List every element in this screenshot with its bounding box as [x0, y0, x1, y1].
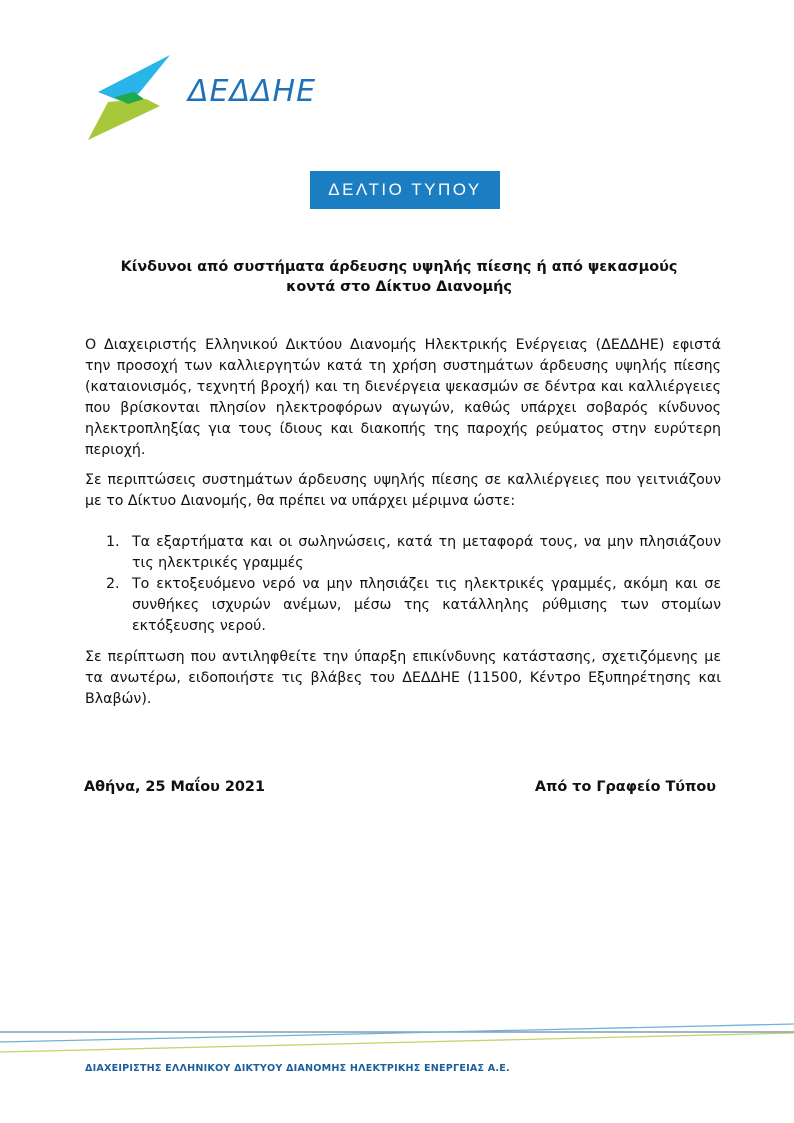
list-item-number: 1.	[106, 534, 120, 550]
paragraph-contact: Σε περίπτωση που αντιληφθείτε την ύπαρξη επικίνδυνης κατάστασης, σχετιζόμενης με τα ανωτέρω, ειδοποιήστε τις βλάβες του ΔΕΔΔΗΕ (11500, Κέντρο Εξυπηρέτησης και Βλαβών).	[85, 649, 721, 707]
page-title	[84, 257, 714, 297]
signature: Από το Γραφείο Τύπου	[534, 779, 716, 795]
logo-wordmark: ΔΕΔΔΗΕ	[188, 74, 317, 109]
footer-company-name: ΔΙΑΧΕΙΡΙΣΤΗΣ ΕΛΛΗΝΙΚΟΥ ΔΙΚΤΥΟΥ ΔΙΑΝΟΜΗΣ ΗΛΕΚΤΡΙΚΗΣ ΕΝΕΡΓΕΙΑΣ Α.Ε.	[85, 1063, 510, 1074]
footer-line-yellow	[0, 1033, 794, 1052]
list-item-number: 2.	[106, 576, 120, 592]
list-item-text: Τα εξαρτήματα και οι σωληνώσεις, κατά τη μεταφορά τους, να μην πλησιάζουν τις ηλεκτρικές γραμμές	[132, 534, 721, 571]
list-item-text: Το εκτοξευόμενο νερό να μην πλησιάζει τις ηλεκτρικές γραμμές, ακόμη και σε συνθήκες ισχυρών ανέμων, μέσω της κατάλληλης ρύθμισης των στομίων εκτόξευσης νερού.	[132, 576, 721, 634]
footer-decorative-lines	[0, 1018, 794, 1058]
title-line-2: κοντά στο Δίκτυο Διανομής	[286, 279, 512, 295]
footer-line-blue	[0, 1024, 794, 1042]
paragraph-intro: Ο Διαχειριστής Ελληνικού Δικτύου Διανομής Ηλεκτρικής Ενέργειας (ΔΕΔΔΗΕ) εφιστά την προσοχή των καλλιεργητών κατά τη χρήση συστημάτων άρδευσης υψηλής πίεσης (καταιονισμός, τεχνητή βροχή) και τη διενέργεια ψεκασμών σε δέντρα και καλλιέργειες που βρίσκονται πλησίον ηλεκτροφόρων αγωγών, καθώς υπάρχει σοβαρός κίνδυνος ηλεκτροπληξίας για τους ίδιους και διακοπής της παροχής ρεύματος στην ευρύτερη περιοχή.	[85, 337, 721, 458]
title-line-1: Κίνδυνοι από συστήματα άρδευσης υψηλής πίεσης ή από ψεκασμούς	[120, 259, 678, 275]
place-date: Αθήνα, 25 Μαΐου 2021	[84, 779, 265, 795]
company-logo	[84, 52, 317, 144]
measures-list	[106, 532, 721, 637]
lightning-bolt-icon	[84, 52, 184, 144]
paragraph-measures: Σε περιπτώσεις συστημάτων άρδευσης υψηλής πίεσης σε καλλιέργειες που γειτνιάζουν με το Δίκτυο Διανομής, θα πρέπει να υπάρχει μέριμνα ώστε:	[85, 472, 721, 509]
press-release-badge: ΔΕΛΤΙΟ ΤΥΠΟΥ	[310, 171, 500, 209]
list-item	[106, 532, 721, 574]
list-item	[106, 574, 721, 637]
